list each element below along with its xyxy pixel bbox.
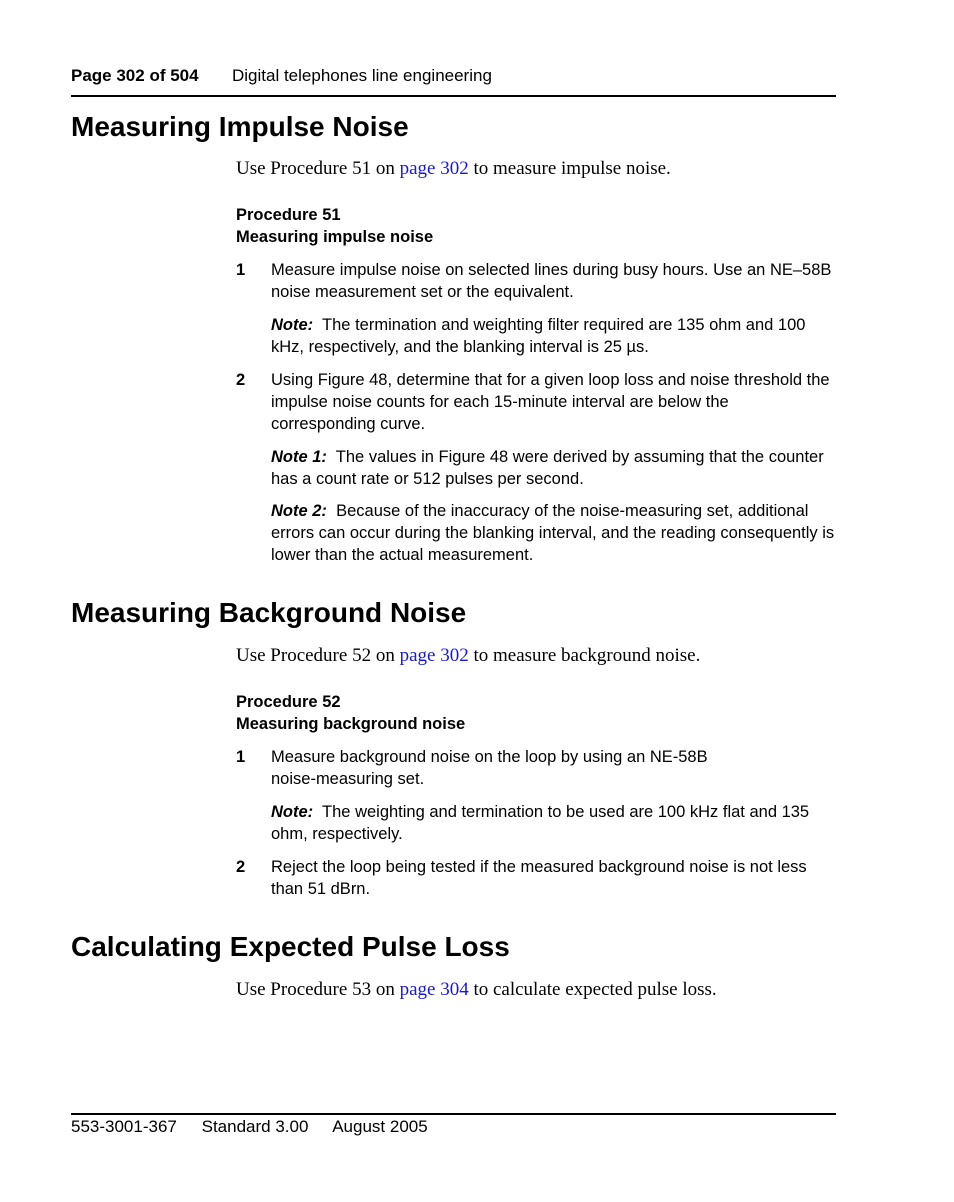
step-note	[271, 446, 836, 490]
procedure-number: Procedure 51	[236, 206, 341, 224]
document-standard: Standard 3.00	[201, 1117, 309, 1136]
note-text: Because of the inaccuracy of the noise-measuring set, additional errors can occur during the blanking interval, and the reading consequently is lower than the actual measurement.	[271, 502, 835, 564]
procedure-number: Procedure 52	[236, 693, 341, 711]
procedure-step	[236, 259, 836, 303]
step-note	[271, 801, 836, 845]
note-text: The weighting and termination to be used are 100 kHz flat and 135 ohm, respectively.	[271, 803, 810, 843]
section-heading-background-noise: Measuring Background Noise	[71, 597, 467, 628]
running-header	[71, 66, 492, 86]
page-link[interactable]: page 304	[399, 979, 469, 1000]
step-number: 1	[236, 261, 246, 279]
note-text: The termination and weighting filter required are 135 ohm and 100 kHz, respectively, and the blanking interval is 25 µs.	[271, 316, 806, 356]
step-text: Measure background noise on the loop by using an NE-58B noise-measuring set.	[271, 748, 708, 788]
note-label: Note 1:	[271, 448, 327, 466]
intro-text: to measure impulse noise.	[468, 158, 671, 179]
note-label: Note:	[271, 316, 314, 334]
intro-text: Use Procedure 51 on	[236, 158, 400, 179]
page-link[interactable]: page 302	[399, 158, 469, 179]
note-label: Note 2:	[271, 502, 327, 520]
procedure-step	[236, 746, 836, 790]
page-number: Page 302 of 504	[71, 66, 199, 85]
running-footer	[71, 1117, 448, 1137]
step-number: 2	[236, 858, 246, 876]
step-number: 1	[236, 748, 246, 766]
intro-text: to measure background noise.	[468, 645, 701, 666]
section-heading-pulse-loss: Calculating Expected Pulse Loss	[71, 931, 510, 962]
section-intro-pulse-loss	[236, 979, 717, 1001]
section-heading-impulse-noise: Measuring Impulse Noise	[71, 111, 409, 142]
document-title: Digital telephones line engineering	[232, 66, 492, 85]
step-note	[271, 500, 836, 566]
step-text: Using Figure 48, determine that for a given loop loss and noise threshold the impulse noise counts for each 15-minute interval are below the corresponding curve.	[271, 371, 830, 433]
intro-text: Use Procedure 53 on	[236, 979, 400, 1000]
procedure-caption	[236, 691, 465, 735]
note-label: Note:	[271, 803, 314, 821]
document-date: August 2005	[332, 1117, 428, 1136]
procedure-step	[236, 369, 836, 435]
step-number: 2	[236, 371, 246, 389]
procedure-title: Measuring background noise	[236, 715, 466, 733]
procedure-caption	[236, 204, 433, 248]
intro-text: to calculate expected pulse loss.	[468, 979, 717, 1000]
procedure-title: Measuring impulse noise	[236, 228, 434, 246]
footer-rule	[71, 1113, 836, 1115]
step-text: Reject the loop being tested if the measured background noise is not less than 51 dBrn.	[271, 858, 807, 898]
page-link[interactable]: page 302	[399, 645, 469, 666]
section-intro-impulse-noise	[236, 158, 671, 180]
note-text: The values in Figure 48 were derived by assuming that the counter has a count rate or 512 pulses per second.	[271, 448, 824, 488]
section-intro-background-noise	[236, 645, 700, 667]
step-text: Measure impulse noise on selected lines during busy hours. Use an NE–58B noise measurement set or the equivalent.	[271, 261, 832, 301]
step-note	[271, 314, 836, 358]
intro-text: Use Procedure 52 on	[236, 645, 400, 666]
header-rule	[71, 95, 836, 97]
procedure-step	[236, 856, 836, 900]
document-number: 553-3001-367	[71, 1117, 177, 1136]
